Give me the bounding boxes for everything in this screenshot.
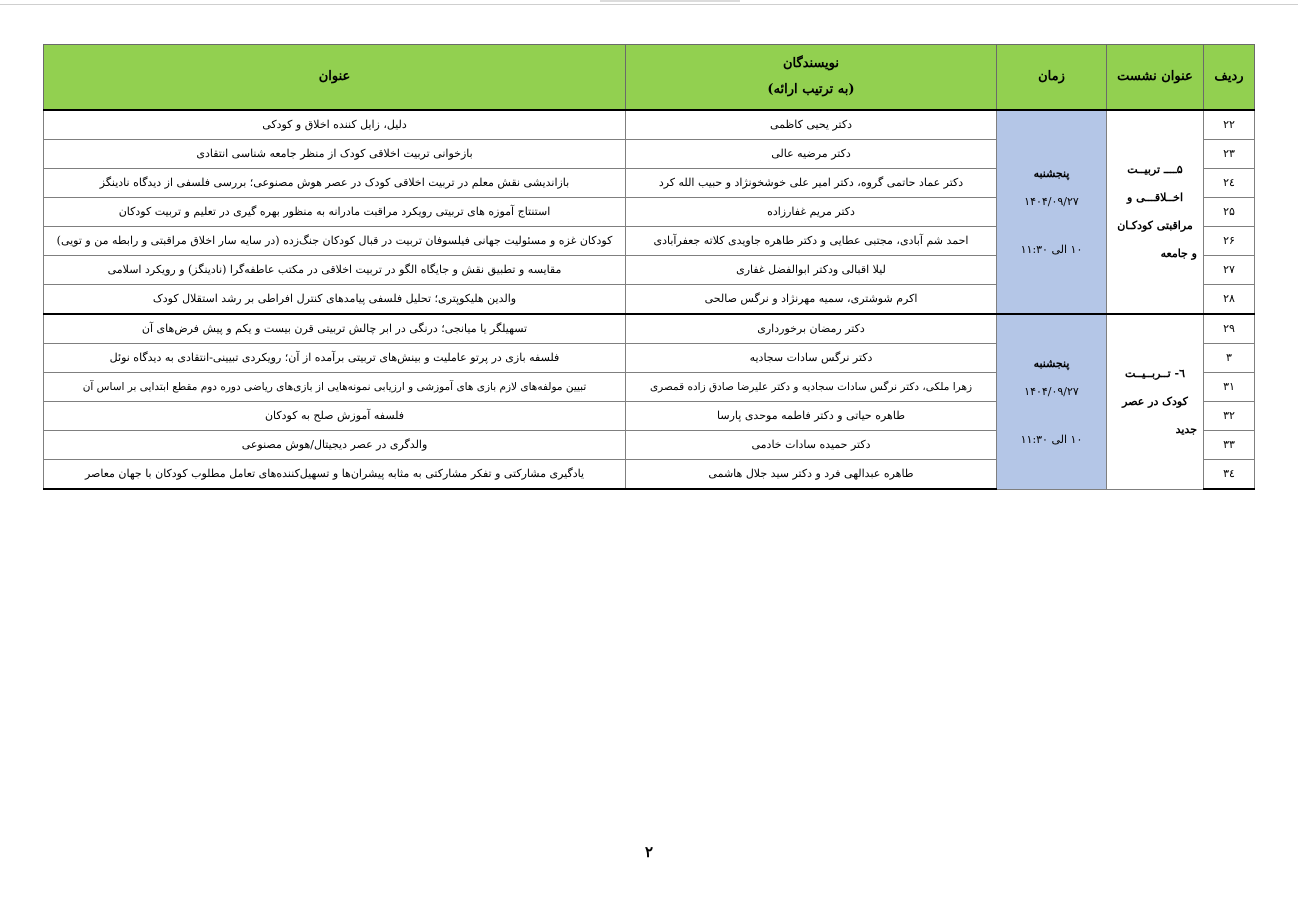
session-group-6	[44, 314, 1255, 489]
authors-cell: لیلا اقبالی ودکتر ابوالفضل غفاری	[626, 256, 997, 285]
row-number: ۳۲	[1204, 402, 1255, 431]
authors-cell: احمد شم آبادی، مجتبی عطایی و دکتر طاهره جاویدی کلاته جعفرآبادی	[626, 227, 997, 256]
row-number: ۲۳	[1204, 140, 1255, 169]
table-row	[44, 314, 1255, 344]
authors-cell: زهرا ملکی، دکتر نرگس سادات سجادیه و دکتر علیرضا صادق زاده قمصری	[626, 373, 997, 402]
authors-cell: دکتر یحیی کاظمی	[626, 110, 997, 140]
row-number: ۳۱	[1204, 373, 1255, 402]
row-number: ۲۲	[1204, 110, 1255, 140]
header-session-title: عنوان نشست	[1107, 45, 1204, 111]
session-title-cell: ۵ــــ تربیــت اخــلاقـــی و مراقبتی کودکـان و جامعه	[1107, 110, 1204, 314]
top-divider	[0, 4, 1298, 5]
paper-title-cell: دلیل، زایل کننده اخلاق و کودکی	[44, 110, 626, 140]
authors-cell: دکتر حمیده سادات خادمی	[626, 431, 997, 460]
session-hours: ۱۰ الی ۱۱:۳۰	[1020, 243, 1083, 256]
authors-cell: دکتر مریم غفارزاده	[626, 198, 997, 227]
session-title-cell: ٦- تــربــیــت کودک در عصر جدید	[1107, 314, 1204, 489]
authors-cell: دکتر رمضان برخورداری	[626, 314, 997, 344]
top-ruler-mark	[600, 0, 740, 2]
schedule-table	[43, 44, 1255, 490]
paper-title-cell: والدین هلیکوپتری؛ تحلیل فلسفی پیامدهای کنترل افراطی بر رشد استقلال کودک	[44, 285, 626, 315]
paper-title-cell: بازخوانی تربیت اخلاقی کودک از منظر جامعه شناسی انتقادی	[44, 140, 626, 169]
paper-title-cell: تبیین مولفه‌های لازم بازی های آموزشی و ارزیابی نمونه‌هایی از بازی‌های ریاضی دوره دوم مقطع ابتدایی بر اساس آن	[44, 373, 626, 402]
session-group-5	[44, 110, 1255, 314]
row-number: ۲۶	[1204, 227, 1255, 256]
row-number: ۲۷	[1204, 256, 1255, 285]
authors-cell: دکتر عماد حاتمی گروه، دکتر امیر علی خوشخونژاد و حبیب الله کرد	[626, 169, 997, 198]
row-number: ۳۳	[1204, 431, 1255, 460]
row-number: ۳٤	[1204, 460, 1255, 490]
paper-title-cell: والدگری در عصر دیجیتال/هوش مصنوعی	[44, 431, 626, 460]
session-time-cell	[997, 110, 1107, 314]
authors-cell: اکرم شوشتری، سمیه مهرنژاد و نرگس صالحی	[626, 285, 997, 315]
paper-title-cell: کودکان غزه و مسئولیت جهانی فیلسوفان تربیت در قبال کودکان جنگ‌زده (در سایه سار اخلاق مراقبتی و رابطه من و تویی)	[44, 227, 626, 256]
page-number: ۲	[644, 843, 654, 861]
table-header-row	[44, 45, 1255, 111]
header-authors-line2: (به ترتیب ارائه)	[767, 82, 855, 97]
paper-title-cell: یادگیری مشارکتی و تفکر مشارکتی به مثابه پیشران‌ها و تسهیل‌کننده‌های تعامل مطلوب کودکان با جهان معاصر	[44, 460, 626, 490]
row-number: ۲۹	[1204, 314, 1255, 344]
row-number: ۲٤	[1204, 169, 1255, 198]
paper-title-cell: مقایسه و تطبیق نقش و جایگاه الگو در تربیت اخلاقی در مکتب عاطفه‌گرا (نادینگز) و رویکرد اسلامی	[44, 256, 626, 285]
paper-title-cell: استنتاج آموزه های تربیتی رویکرد مراقبت مادرانه به منظور بهره گیری در تعلیم و تربیت کودکان	[44, 198, 626, 227]
row-number: ۳	[1204, 344, 1255, 373]
paper-title-cell: بازاندیشی نقش معلم در تربیت اخلاقی کودک در عصر هوش مصنوعی؛ بررسی فلسفی از دیدگاه نادینگز	[44, 169, 626, 198]
authors-cell: طاهره عبدالهی فرد و دکتر سید جلال هاشمی	[626, 460, 997, 490]
paper-title-cell: فلسفه بازی در پرتو عاملیت و بینش‌های تربیتی برآمده از آن؛ رویکردی تبیینی-انتقادی به دیدگاه نوئل	[44, 344, 626, 373]
authors-cell: دکتر مرضیه عالی	[626, 140, 997, 169]
row-number: ۲۵	[1204, 198, 1255, 227]
row-number: ۲۸	[1204, 285, 1255, 315]
session-day: پنجشنبه	[1033, 356, 1070, 370]
header-row-number: ردیف	[1204, 45, 1255, 111]
session-day: پنجشنبه	[1033, 167, 1070, 180]
paper-title-cell: تسهیلگر یا میانجی؛ درنگی در ابر چالش تربیتی قرن بیست و یکم و پیش فرض‌های آن	[44, 314, 626, 344]
table-row	[44, 110, 1255, 140]
session-hours: ۱۰ الی ۱۱:۳۰	[1020, 432, 1083, 446]
authors-cell: دکتر نرگس سادات سجادیه	[626, 344, 997, 373]
session-date: ۱۴۰۴/۰۹/۲۷	[1024, 384, 1079, 398]
authors-cell: طاهره حیاتی و دکتر فاطمه موحدی پارسا	[626, 402, 997, 431]
session-date: ۱۴۰۴/۰۹/۲۷	[1024, 195, 1079, 208]
header-authors	[626, 45, 997, 111]
session-time-cell	[997, 314, 1107, 489]
header-authors-line1: نویسندگان	[783, 56, 839, 71]
paper-title-cell: فلسفه آموزش صلح به کودکان	[44, 402, 626, 431]
header-time: زمان	[997, 45, 1107, 111]
header-title: عنوان	[44, 45, 626, 111]
